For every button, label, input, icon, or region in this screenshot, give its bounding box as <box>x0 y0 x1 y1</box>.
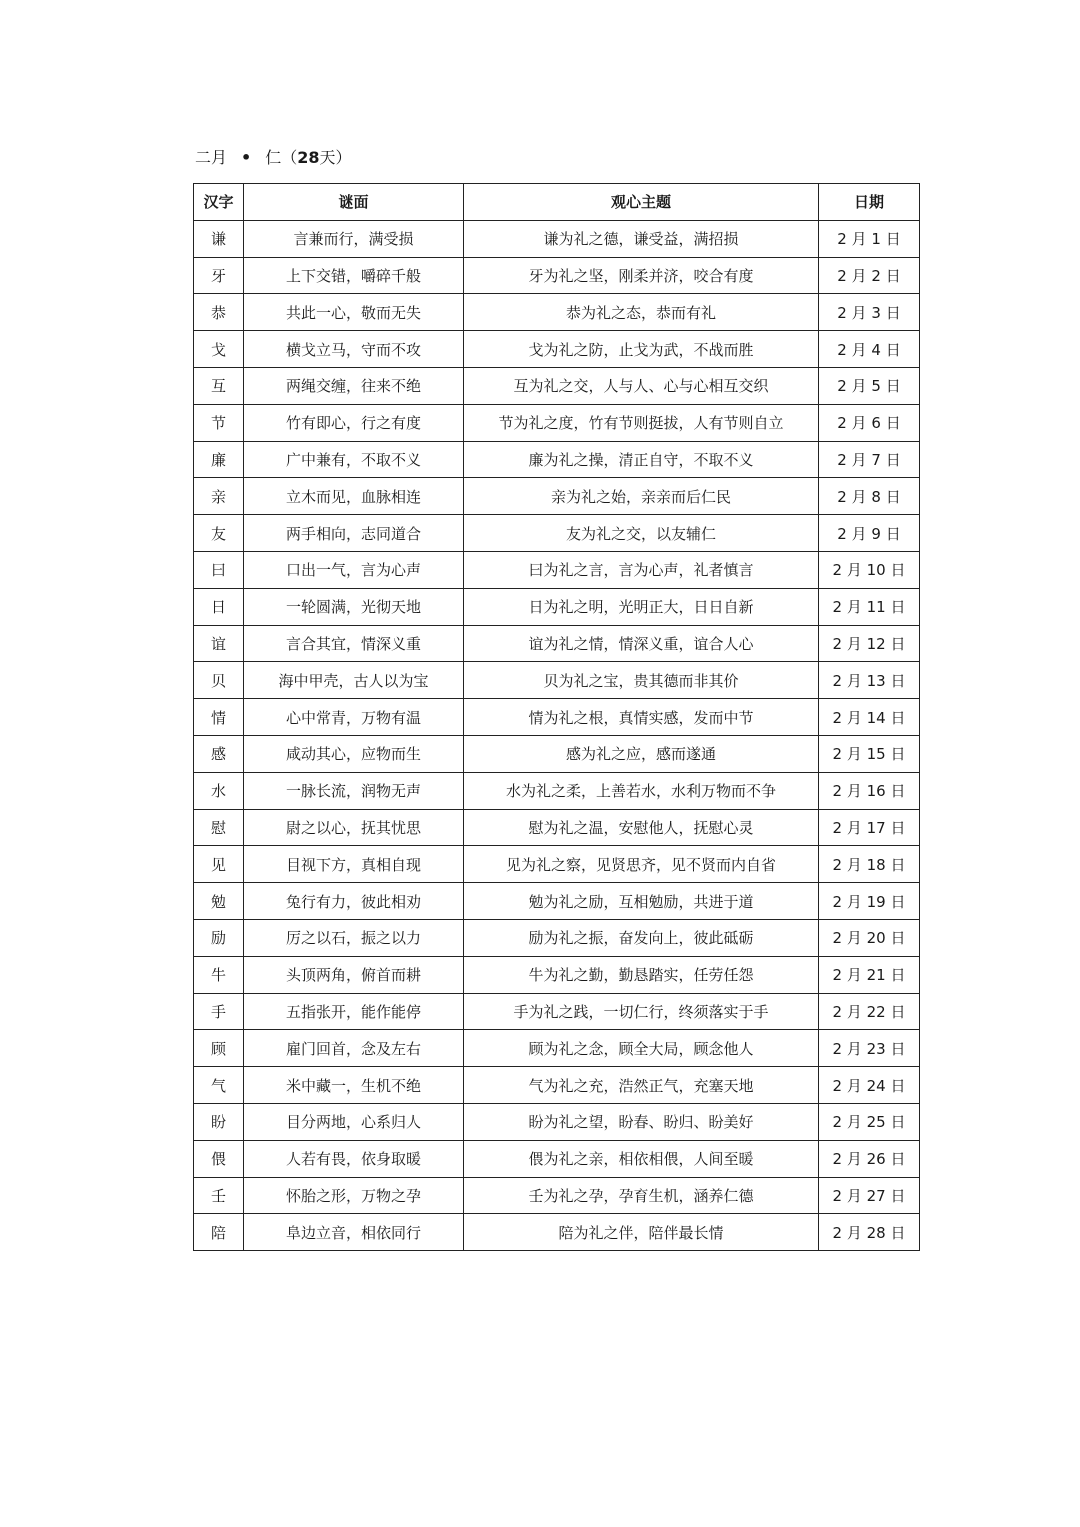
cell-char: 勉 <box>194 883 244 920</box>
cell-char: 偎 <box>194 1140 244 1177</box>
cell-char: 贝 <box>194 662 244 699</box>
cell-riddle: 雇门回首，念及左右 <box>244 1030 464 1067</box>
cell-riddle: 兔行有力，彼此相劝 <box>244 883 464 920</box>
cell-theme: 壬为礼之孕，孕育生机，涵养仁德 <box>464 1177 819 1214</box>
cell-riddle: 头顶两角，俯首而耕 <box>244 956 464 993</box>
table-row <box>194 735 920 772</box>
table-row <box>194 809 920 846</box>
table-row <box>194 478 920 515</box>
cell-theme: 亲为礼之始，亲亲而后仁民 <box>464 478 819 515</box>
cell-char: 戈 <box>194 331 244 368</box>
cell-date: 2 月 27 日 <box>819 1177 920 1214</box>
cell-theme: 水为礼之柔，上善若水，水利万物而不争 <box>464 772 819 809</box>
table-row <box>194 294 920 331</box>
cell-theme: 盼为礼之望，盼春、盼归、盼美好 <box>464 1103 819 1140</box>
cell-char: 感 <box>194 735 244 772</box>
cell-riddle: 广中兼有，不取不义 <box>244 441 464 478</box>
cell-riddle: 言合其宜，情深义重 <box>244 625 464 662</box>
cell-theme: 气为礼之充，浩然正气，充塞天地 <box>464 1067 819 1104</box>
table-row <box>194 404 920 441</box>
cell-date: 2 月 5 日 <box>819 367 920 404</box>
table-header-row <box>194 184 920 221</box>
cell-riddle: 共此一心，敬而无失 <box>244 294 464 331</box>
table-row <box>194 625 920 662</box>
cell-char: 见 <box>194 846 244 883</box>
cell-riddle: 目视下方，真相自现 <box>244 846 464 883</box>
cell-date: 2 月 26 日 <box>819 1140 920 1177</box>
cell-riddle: 五指张开，能作能停 <box>244 993 464 1030</box>
table-row <box>194 993 920 1030</box>
cell-char: 盼 <box>194 1103 244 1140</box>
table-row <box>194 551 920 588</box>
cell-date: 2 月 20 日 <box>819 919 920 956</box>
cell-date: 2 月 10 日 <box>819 551 920 588</box>
heading-days: 28 <box>297 148 320 167</box>
cell-char: 恭 <box>194 294 244 331</box>
heading-theme: 仁（ <box>265 148 298 167</box>
header-riddle: 谜面 <box>244 184 464 221</box>
cell-theme: 励为礼之振，奋发向上，彼此砥砺 <box>464 919 819 956</box>
cell-riddle: 一脉长流，润物无声 <box>244 772 464 809</box>
cell-date: 2 月 16 日 <box>819 772 920 809</box>
table-row <box>194 846 920 883</box>
cell-theme: 互为礼之交，人与人、心与心相互交织 <box>464 367 819 404</box>
cell-char: 陪 <box>194 1214 244 1251</box>
cell-char: 水 <box>194 772 244 809</box>
heading-month: 二月 <box>195 148 228 167</box>
cell-date: 2 月 2 日 <box>819 257 920 294</box>
cell-riddle: 厉之以石，振之以力 <box>244 919 464 956</box>
table-row <box>194 1067 920 1104</box>
table-row <box>194 1140 920 1177</box>
table-row <box>194 515 920 552</box>
cell-riddle: 两绳交缠，往来不绝 <box>244 367 464 404</box>
cell-date: 2 月 21 日 <box>819 956 920 993</box>
cell-char: 壬 <box>194 1177 244 1214</box>
cell-date: 2 月 11 日 <box>819 588 920 625</box>
cell-riddle: 口出一气，言为心声 <box>244 551 464 588</box>
page-heading <box>195 146 352 170</box>
cell-theme: 日为礼之明，光明正大，日日自新 <box>464 588 819 625</box>
cell-riddle: 立木而见，血脉相连 <box>244 478 464 515</box>
cell-date: 2 月 28 日 <box>819 1214 920 1251</box>
cell-char: 励 <box>194 919 244 956</box>
cell-theme: 友为礼之交，以友辅仁 <box>464 515 819 552</box>
cell-riddle: 海中甲壳，古人以为宝 <box>244 662 464 699</box>
calendar-table <box>193 183 920 1251</box>
cell-char: 谊 <box>194 625 244 662</box>
cell-riddle: 目分两地，心系归人 <box>244 1103 464 1140</box>
cell-theme: 顾为礼之念，顾全大局，顾念他人 <box>464 1030 819 1067</box>
cell-date: 2 月 22 日 <box>819 993 920 1030</box>
cell-date: 2 月 9 日 <box>819 515 920 552</box>
cell-char: 廉 <box>194 441 244 478</box>
cell-theme: 恭为礼之态，恭而有礼 <box>464 294 819 331</box>
cell-theme: 见为礼之察，见贤思齐，见不贤而内自省 <box>464 846 819 883</box>
cell-char: 友 <box>194 515 244 552</box>
cell-theme: 牙为礼之坚，刚柔并济，咬合有度 <box>464 257 819 294</box>
header-char: 汉字 <box>194 184 244 221</box>
cell-theme: 慰为礼之温，安慰他人，抚慰心灵 <box>464 809 819 846</box>
table-row <box>194 919 920 956</box>
cell-theme: 手为礼之践，一切仁行，终须落实于手 <box>464 993 819 1030</box>
table-row <box>194 1177 920 1214</box>
cell-theme: 谊为礼之情，情深义重，谊合人心 <box>464 625 819 662</box>
cell-date: 2 月 13 日 <box>819 662 920 699</box>
cell-char: 谦 <box>194 220 244 257</box>
table-row <box>194 956 920 993</box>
header-date: 日期 <box>819 184 920 221</box>
table-row <box>194 699 920 736</box>
cell-date: 2 月 19 日 <box>819 883 920 920</box>
cell-riddle: 竹有即心，行之有度 <box>244 404 464 441</box>
table-row <box>194 257 920 294</box>
cell-riddle: 怀胎之形，万物之孕 <box>244 1177 464 1214</box>
table-body <box>194 220 920 1250</box>
table-row <box>194 1030 920 1067</box>
cell-date: 2 月 14 日 <box>819 699 920 736</box>
cell-char: 情 <box>194 699 244 736</box>
table-row <box>194 367 920 404</box>
cell-theme: 谦为礼之德，谦受益，满招损 <box>464 220 819 257</box>
cell-char: 亲 <box>194 478 244 515</box>
cell-date: 2 月 18 日 <box>819 846 920 883</box>
table-row <box>194 220 920 257</box>
table-row <box>194 772 920 809</box>
cell-date: 2 月 24 日 <box>819 1067 920 1104</box>
cell-theme: 情为礼之根，真情实感，发而中节 <box>464 699 819 736</box>
cell-theme: 节为礼之度，竹有节则挺拔，人有节则自立 <box>464 404 819 441</box>
heading-days-unit: 天） <box>319 148 352 167</box>
table-row <box>194 1103 920 1140</box>
cell-riddle: 上下交错，嚼碎千般 <box>244 257 464 294</box>
table-row <box>194 662 920 699</box>
table-row <box>194 441 920 478</box>
cell-riddle: 米中藏一，生机不绝 <box>244 1067 464 1104</box>
heading-separator: • <box>241 148 252 167</box>
cell-char: 顾 <box>194 1030 244 1067</box>
cell-char: 牙 <box>194 257 244 294</box>
cell-date: 2 月 4 日 <box>819 331 920 368</box>
cell-date: 2 月 23 日 <box>819 1030 920 1067</box>
cell-date: 2 月 3 日 <box>819 294 920 331</box>
cell-theme: 陪为礼之伴，陪伴最长情 <box>464 1214 819 1251</box>
cell-date: 2 月 15 日 <box>819 735 920 772</box>
cell-theme: 感为礼之应，感而遂通 <box>464 735 819 772</box>
cell-date: 2 月 7 日 <box>819 441 920 478</box>
cell-riddle: 言兼而行，满受损 <box>244 220 464 257</box>
table-row <box>194 1214 920 1251</box>
cell-date: 2 月 25 日 <box>819 1103 920 1140</box>
cell-riddle: 两手相向，志同道合 <box>244 515 464 552</box>
cell-theme: 偎为礼之亲，相依相偎，人间至暖 <box>464 1140 819 1177</box>
cell-char: 互 <box>194 367 244 404</box>
cell-date: 2 月 6 日 <box>819 404 920 441</box>
cell-riddle: 人若有畏，依身取暖 <box>244 1140 464 1177</box>
cell-char: 日 <box>194 588 244 625</box>
cell-riddle: 心中常青，万物有温 <box>244 699 464 736</box>
cell-date: 2 月 8 日 <box>819 478 920 515</box>
cell-riddle: 尉之以心，抚其忧思 <box>244 809 464 846</box>
cell-theme: 勉为礼之励，互相勉励，共进于道 <box>464 883 819 920</box>
table-row <box>194 588 920 625</box>
cell-date: 2 月 1 日 <box>819 220 920 257</box>
cell-char: 气 <box>194 1067 244 1104</box>
cell-char: 牛 <box>194 956 244 993</box>
cell-theme: 贝为礼之宝，贵其德而非其价 <box>464 662 819 699</box>
cell-theme: 廉为礼之操，清正自守，不取不义 <box>464 441 819 478</box>
cell-riddle: 横戈立马，守而不攻 <box>244 331 464 368</box>
cell-riddle: 一轮圆满，光彻天地 <box>244 588 464 625</box>
cell-theme: 牛为礼之勤，勤恳踏实，任劳任怨 <box>464 956 819 993</box>
cell-theme: 曰为礼之言，言为心声，礼者慎言 <box>464 551 819 588</box>
cell-riddle: 阜边立音，相依同行 <box>244 1214 464 1251</box>
cell-char: 手 <box>194 993 244 1030</box>
table-row <box>194 883 920 920</box>
cell-theme: 戈为礼之防，止戈为武，不战而胜 <box>464 331 819 368</box>
header-theme: 观心主题 <box>464 184 819 221</box>
cell-char: 节 <box>194 404 244 441</box>
cell-date: 2 月 17 日 <box>819 809 920 846</box>
cell-char: 慰 <box>194 809 244 846</box>
cell-riddle: 咸动其心，应物而生 <box>244 735 464 772</box>
cell-date: 2 月 12 日 <box>819 625 920 662</box>
cell-char: 曰 <box>194 551 244 588</box>
table-row <box>194 331 920 368</box>
